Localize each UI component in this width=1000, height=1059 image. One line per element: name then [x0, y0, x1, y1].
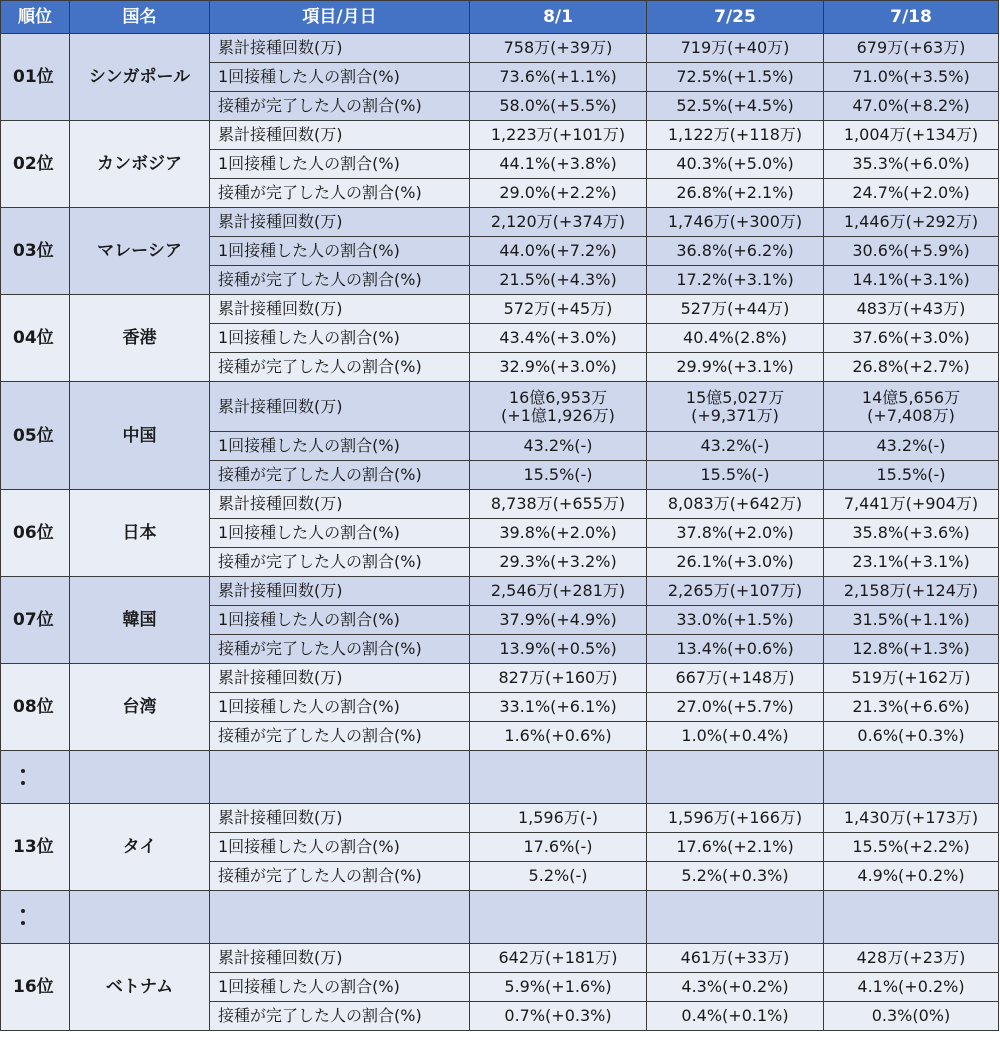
country-cell: タイ [70, 804, 210, 891]
item-label: 1回接種した人の割合(%) [210, 519, 470, 548]
dot-icon [21, 781, 25, 785]
item-label: 累計接種回数(万) [210, 295, 470, 324]
header-country: 国名 [70, 1, 210, 34]
value-cell: 37.8%(+2.0%) [647, 519, 824, 548]
value-cell: 519万(+162万) [824, 664, 999, 693]
table-row [1, 577, 999, 606]
country-cell: ベトナム [70, 944, 210, 1031]
value-cell: 21.5%(+4.3%) [470, 266, 647, 295]
rank-cell: 07位 [1, 577, 70, 664]
rank-cell: 08位 [1, 664, 70, 751]
empty-cell [824, 751, 999, 804]
value-cell: 33.0%(+1.5%) [647, 606, 824, 635]
empty-cell [210, 891, 470, 944]
value-cell: 15.5%(-) [470, 461, 647, 490]
ellipsis-cell [1, 891, 70, 944]
value-cell: 758万(+39万) [470, 34, 647, 63]
value-cell: 4.3%(+0.2%) [647, 973, 824, 1002]
dot-icon [21, 921, 25, 925]
value-cell: 5.2%(+0.3%) [647, 862, 824, 891]
value-cell: 21.3%(+6.6%) [824, 693, 999, 722]
value-cell [470, 382, 647, 432]
header-rank: 順位 [1, 1, 70, 34]
table-row [1, 944, 999, 973]
value-cell: 527万(+44万) [647, 295, 824, 324]
country-cell: 日本 [70, 490, 210, 577]
value-cell: 679万(+63万) [824, 34, 999, 63]
value-cell: 33.1%(+6.1%) [470, 693, 647, 722]
table-row [1, 382, 999, 432]
value-cell: 71.0%(+3.5%) [824, 63, 999, 92]
table-row [1, 664, 999, 693]
country-group [1, 577, 999, 664]
item-label: 累計接種回数(万) [210, 490, 470, 519]
empty-cell [647, 891, 824, 944]
value-cell: 461万(+33万) [647, 944, 824, 973]
ellipsis-row [1, 891, 999, 944]
value-cell: 36.8%(+6.2%) [647, 237, 824, 266]
item-label: 1回接種した人の割合(%) [210, 833, 470, 862]
rank-cell: 03位 [1, 208, 70, 295]
value-cell: 14.1%(+3.1%) [824, 266, 999, 295]
value-cell: 37.9%(+4.9%) [470, 606, 647, 635]
value-cell: 23.1%(+3.1%) [824, 548, 999, 577]
value-cell: 1,004万(+134万) [824, 121, 999, 150]
item-label: 接種が完了した人の割合(%) [210, 179, 470, 208]
header-item: 項目/月日 [210, 1, 470, 34]
value-cell: 35.8%(+3.6%) [824, 519, 999, 548]
value-cell: 572万(+45万) [470, 295, 647, 324]
value-cell: 13.9%(+0.5%) [470, 635, 647, 664]
country-group [1, 804, 999, 891]
empty-cell [70, 751, 210, 804]
value-cell: 13.4%(+0.6%) [647, 635, 824, 664]
value-cell: 17.6%(+2.1%) [647, 833, 824, 862]
value-cell: 43.2%(-) [647, 432, 824, 461]
value-cell: 0.4%(+0.1%) [647, 1002, 824, 1031]
rank-cell: 01位 [1, 34, 70, 121]
value-cell: 32.9%(+3.0%) [470, 353, 647, 382]
value-cell: 30.6%(+5.9%) [824, 237, 999, 266]
value-cell: 12.8%(+1.3%) [824, 635, 999, 664]
value-cell: 2,158万(+124万) [824, 577, 999, 606]
value-cell: 15.5%(+2.2%) [824, 833, 999, 862]
value-cell: 43.4%(+3.0%) [470, 324, 647, 353]
value-cell: 52.5%(+4.5%) [647, 92, 824, 121]
value-cell: 1,446万(+292万) [824, 208, 999, 237]
value-cell [824, 382, 999, 432]
country-group [1, 944, 999, 1031]
empty-cell [824, 891, 999, 944]
value-cell: 1,746万(+300万) [647, 208, 824, 237]
country-group [1, 490, 999, 577]
country-group [1, 34, 999, 121]
value-line: 16億6,953万 [508, 387, 608, 407]
value-cell: 29.3%(+3.2%) [470, 548, 647, 577]
rank-cell: 02位 [1, 121, 70, 208]
country-cell: シンガポール [70, 34, 210, 121]
value-cell: 58.0%(+5.5%) [470, 92, 647, 121]
item-label: 累計接種回数(万) [210, 664, 470, 693]
value-cell: 26.8%(+2.1%) [647, 179, 824, 208]
item-label: 1回接種した人の割合(%) [210, 324, 470, 353]
header-row [1, 1, 999, 34]
ellipsis-row [1, 751, 999, 804]
value-cell: 4.1%(+0.2%) [824, 973, 999, 1002]
value-cell: 29.0%(+2.2%) [470, 179, 647, 208]
item-label: 1回接種した人の割合(%) [210, 150, 470, 179]
value-cell: 1,596万(+166万) [647, 804, 824, 833]
value-cell: 0.7%(+0.3%) [470, 1002, 647, 1031]
value-cell: 0.3%(0%) [824, 1002, 999, 1031]
value-cell: 7,441万(+904万) [824, 490, 999, 519]
country-cell: 台湾 [70, 664, 210, 751]
item-label: 1回接種した人の割合(%) [210, 973, 470, 1002]
item-label: 接種が完了した人の割合(%) [210, 92, 470, 121]
table-row [1, 34, 999, 63]
rank-cell: 05位 [1, 382, 70, 490]
country-cell: マレーシア [70, 208, 210, 295]
item-label: 累計接種回数(万) [210, 382, 470, 432]
item-label: 接種が完了した人の割合(%) [210, 862, 470, 891]
item-label: 1回接種した人の割合(%) [210, 63, 470, 92]
value-cell: 26.1%(+3.0%) [647, 548, 824, 577]
item-label: 1回接種した人の割合(%) [210, 606, 470, 635]
item-label: 接種が完了した人の割合(%) [210, 722, 470, 751]
dot-icon [21, 909, 25, 913]
item-label: 接種が完了した人の割合(%) [210, 548, 470, 577]
value-cell: 15.5%(-) [824, 461, 999, 490]
value-cell: 39.8%(+2.0%) [470, 519, 647, 548]
value-cell: 26.8%(+2.7%) [824, 353, 999, 382]
country-cell: 香港 [70, 295, 210, 382]
ellipsis-cell [1, 751, 70, 804]
item-label: 1回接種した人の割合(%) [210, 693, 470, 722]
rank-cell: 16位 [1, 944, 70, 1031]
item-label: 接種が完了した人の割合(%) [210, 353, 470, 382]
empty-cell [470, 891, 647, 944]
value-cell: 44.0%(+7.2%) [470, 237, 647, 266]
value-line: (+9,371万) [691, 405, 779, 425]
table-row [1, 804, 999, 833]
value-cell: 73.6%(+1.1%) [470, 63, 647, 92]
item-label: 累計接種回数(万) [210, 804, 470, 833]
table-row [1, 121, 999, 150]
country-group [1, 121, 999, 208]
value-cell: 0.6%(+0.3%) [824, 722, 999, 751]
rank-cell: 04位 [1, 295, 70, 382]
item-label: 1回接種した人の割合(%) [210, 432, 470, 461]
value-cell: 1.6%(+0.6%) [470, 722, 647, 751]
ellipsis-group [1, 751, 999, 804]
value-cell: 17.6%(-) [470, 833, 647, 862]
value-cell: 4.9%(+0.2%) [824, 862, 999, 891]
rank-cell: 06位 [1, 490, 70, 577]
item-label: 1回接種した人の割合(%) [210, 237, 470, 266]
value-line: (+7,408万) [867, 405, 955, 425]
value-cell: 667万(+148万) [647, 664, 824, 693]
value-cell: 827万(+160万) [470, 664, 647, 693]
country-group [1, 382, 999, 490]
value-cell: 31.5%(+1.1%) [824, 606, 999, 635]
table-row [1, 208, 999, 237]
value-cell: 5.2%(-) [470, 862, 647, 891]
value-cell: 2,120万(+374万) [470, 208, 647, 237]
value-cell: 43.2%(-) [824, 432, 999, 461]
value-cell: 2,546万(+281万) [470, 577, 647, 606]
value-cell: 8,083万(+642万) [647, 490, 824, 519]
header-date-3: 7/18 [824, 1, 999, 34]
value-line: (+1億1,926万) [501, 405, 615, 425]
value-cell [647, 382, 824, 432]
value-cell: 428万(+23万) [824, 944, 999, 973]
item-label: 接種が完了した人の割合(%) [210, 461, 470, 490]
value-cell: 5.9%(+1.6%) [470, 973, 647, 1002]
country-cell: 韓国 [70, 577, 210, 664]
country-group [1, 664, 999, 751]
header-date-1: 8/1 [470, 1, 647, 34]
empty-cell [210, 751, 470, 804]
value-cell: 44.1%(+3.8%) [470, 150, 647, 179]
value-cell: 483万(+43万) [824, 295, 999, 324]
value-cell: 27.0%(+5.7%) [647, 693, 824, 722]
value-cell: 35.3%(+6.0%) [824, 150, 999, 179]
value-cell: 15.5%(-) [647, 461, 824, 490]
value-cell: 47.0%(+8.2%) [824, 92, 999, 121]
value-cell: 24.7%(+2.0%) [824, 179, 999, 208]
item-label: 累計接種回数(万) [210, 208, 470, 237]
country-cell: 中国 [70, 382, 210, 490]
dot-icon [21, 769, 25, 773]
header-date-2: 7/25 [647, 1, 824, 34]
rank-cell: 13位 [1, 804, 70, 891]
value-cell: 1,122万(+118万) [647, 121, 824, 150]
country-group [1, 295, 999, 382]
value-cell: 37.6%(+3.0%) [824, 324, 999, 353]
ellipsis-group [1, 891, 999, 944]
value-cell: 17.2%(+3.1%) [647, 266, 824, 295]
item-label: 接種が完了した人の割合(%) [210, 635, 470, 664]
item-label: 累計接種回数(万) [210, 34, 470, 63]
value-cell: 642万(+181万) [470, 944, 647, 973]
country-group [1, 208, 999, 295]
value-cell: 1,596万(-) [470, 804, 647, 833]
empty-cell [70, 891, 210, 944]
value-cell: 40.3%(+5.0%) [647, 150, 824, 179]
value-cell: 43.2%(-) [470, 432, 647, 461]
item-label: 累計接種回数(万) [210, 121, 470, 150]
value-cell: 8,738万(+655万) [470, 490, 647, 519]
value-cell: 40.4%(2.8%) [647, 324, 824, 353]
item-label: 累計接種回数(万) [210, 577, 470, 606]
item-label: 接種が完了した人の割合(%) [210, 266, 470, 295]
value-line: 15億5,027万 [685, 387, 785, 407]
value-cell: 2,265万(+107万) [647, 577, 824, 606]
item-label: 累計接種回数(万) [210, 944, 470, 973]
country-cell: カンボジア [70, 121, 210, 208]
value-cell: 1,223万(+101万) [470, 121, 647, 150]
empty-cell [470, 751, 647, 804]
value-cell: 1,430万(+173万) [824, 804, 999, 833]
value-cell: 719万(+40万) [647, 34, 824, 63]
empty-cell [647, 751, 824, 804]
table-row [1, 295, 999, 324]
value-cell: 72.5%(+1.5%) [647, 63, 824, 92]
value-line: 14億5,656万 [861, 387, 961, 407]
value-cell: 1.0%(+0.4%) [647, 722, 824, 751]
value-cell: 29.9%(+3.1%) [647, 353, 824, 382]
item-label: 接種が完了した人の割合(%) [210, 1002, 470, 1031]
table-row [1, 490, 999, 519]
